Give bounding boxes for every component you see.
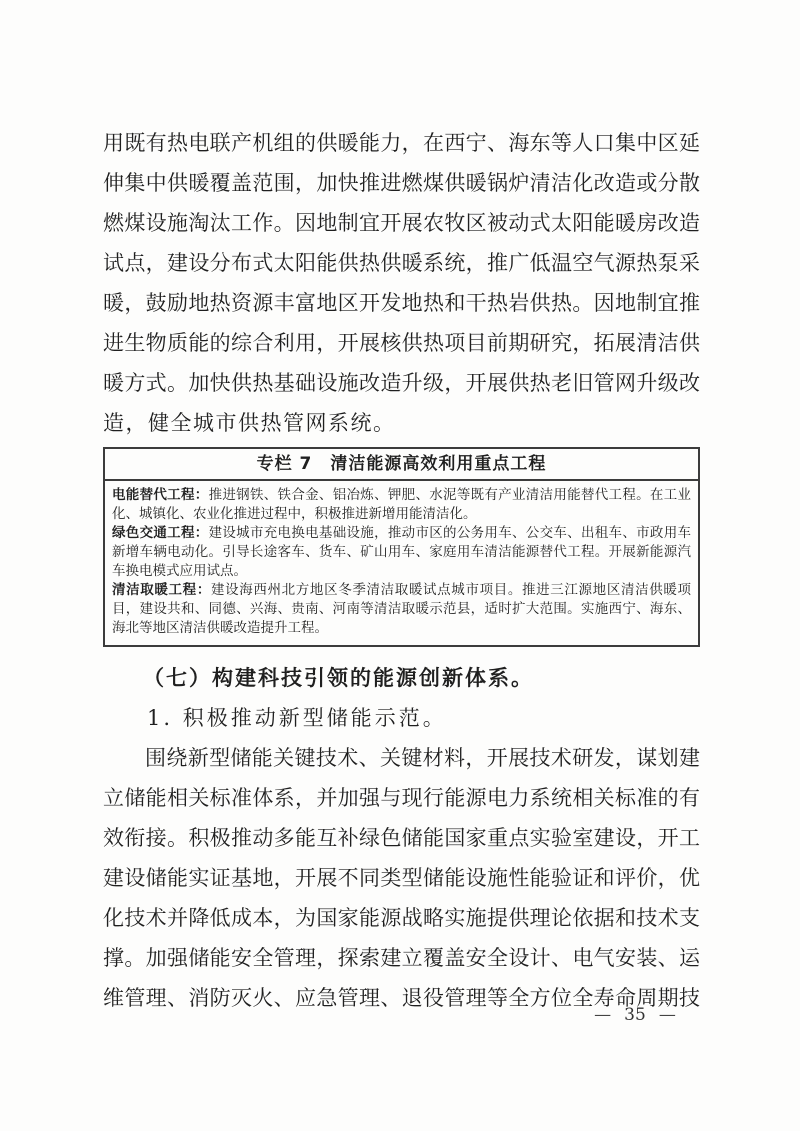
- box-item-text: 建设海西州北方地区冬季清洁取暖试点城市项目。推进三江源地区清洁供暖项目，建设共和、同德、兴海、贵南、河南等清洁取暖示范县，适时扩大范围。实施西宁、海东、海北等地区清洁供暖改造提升工程。: [112, 582, 692, 636]
- special-column-title: 专栏 7 清洁能源高效利用重点工程: [105, 449, 698, 481]
- box-item-green-transport: [112, 524, 691, 581]
- body-line: 暖，鼓励地热资源丰富地区开发地热和干热岩供热。因地制宜推: [103, 291, 700, 315]
- body-line: 伸集中供暖覆盖范围，加快推进燃煤供暖锅炉清洁化改造或分散: [103, 171, 700, 195]
- box-item-label: 绿色交通工程：: [112, 525, 209, 541]
- body-line: 进生物质能的综合利用，开展核供热项目前期研究，拓展清洁供: [103, 331, 700, 355]
- page-number-value: 35: [624, 1005, 646, 1025]
- page-content: [103, 123, 700, 1018]
- page-number-dash-right: —: [658, 1005, 676, 1025]
- box-item-text: 建设城市充电换电基础设施，推动市区的公务用车、公交车、出租车、市政用车新增车辆电动化。引导长途客车、货车、矿山用车、家庭用车清洁能源替代工程。开展新能源汽车换电模式应用试点。: [112, 525, 692, 579]
- box-item-electric-substitution: [112, 486, 691, 524]
- section-heading: （七）构建科技引领的能源创新体系。: [143, 665, 534, 690]
- box-item-label: 清洁取暖工程：: [112, 582, 211, 598]
- body-line: 暖方式。加快供热基础设施改造升级，开展供热老旧管网升级改: [103, 371, 700, 395]
- body-line: 化技术并降低成本，为国家能源战略实施提供理论依据和技术支: [103, 906, 700, 930]
- special-column-body: [105, 481, 698, 645]
- body-line: 用既有热电联产机组的供暖能力，在西宁、海东等人口集中区延: [103, 131, 700, 155]
- page-number: [560, 1005, 710, 1025]
- special-column-box: [103, 447, 700, 647]
- body-line: 建设储能实证基地，开展不同类型储能设施性能验证和评价，优: [103, 866, 700, 890]
- body-line: 围绕新型储能关键技术、关键材料，开展技术研发，谋划建: [145, 746, 700, 770]
- body-line: 立储能相关标准体系，并加强与现行能源电力系统相关标准的有: [103, 786, 700, 810]
- body-line: 燃煤设施淘汰工作。因地制宜开展农牧区被动式太阳能暖房改造: [103, 211, 700, 235]
- body-line: 造，健全城市供热管网系统。: [103, 411, 396, 435]
- body-line: 效衔接。积极推动多能互补绿色储能国家重点实验室建设，开工: [103, 826, 700, 850]
- body-line: 试点，建设分布式太阳能供热供暖系统，推广低温空气源热泵采: [103, 251, 700, 275]
- paragraph-continuation: [103, 123, 700, 443]
- numbered-subheading: 1. 积极推动新型储能示范。: [147, 706, 447, 730]
- page-number-dash-left: —: [594, 1005, 612, 1025]
- body-line: 维管理、消防灭火、应急管理、退役管理等全方位全寿命周期技: [103, 986, 700, 1010]
- section-paragraph: [103, 738, 700, 1018]
- box-item-clean-heating: [112, 581, 691, 638]
- box-item-label: 电能替代工程：: [112, 487, 209, 503]
- body-line: 撑。加强储能安全管理，探索建立覆盖安全设计、电气安装、运: [103, 946, 700, 970]
- box-item-text: 推进钢铁、铁合金、铝冶炼、钾肥、水泥等既有产业清洁用能替代工程。在工业化、城镇化、农业化推进过程中，积极推进新增用能清洁化。: [112, 487, 692, 522]
